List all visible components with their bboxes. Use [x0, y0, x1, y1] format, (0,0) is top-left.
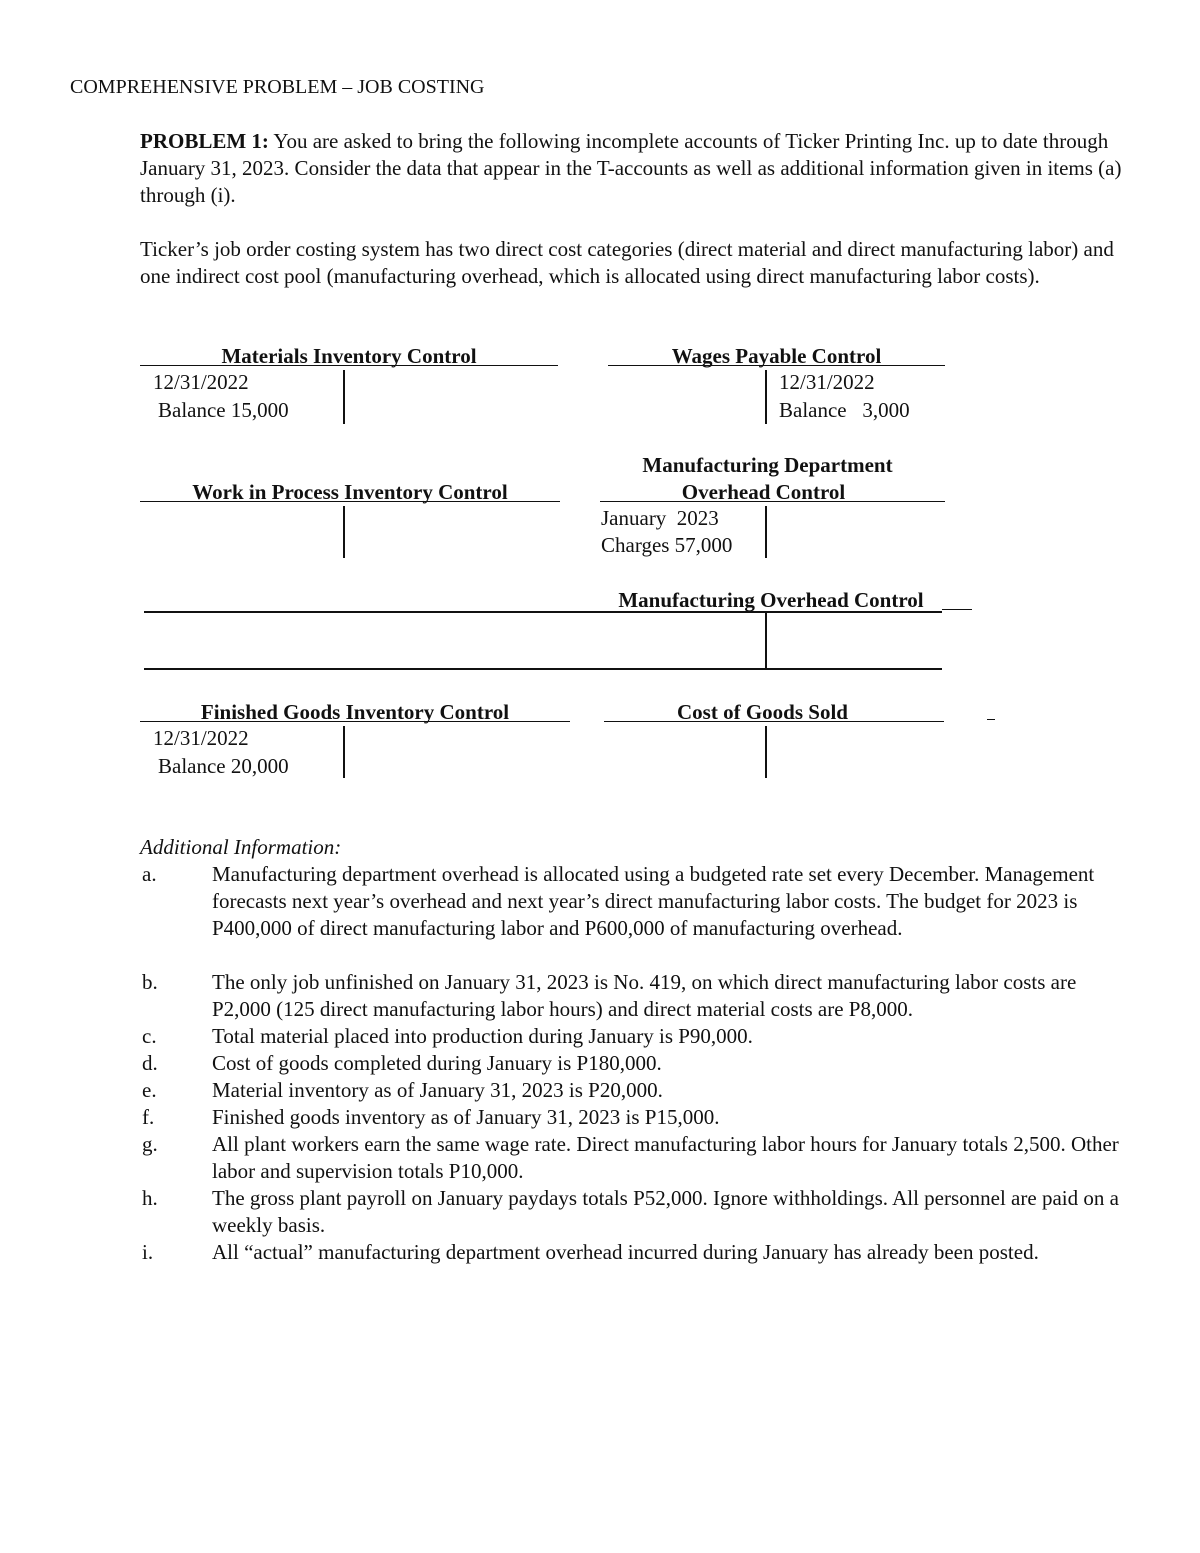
- mdoh-rule: [600, 501, 945, 502]
- list-item-letter: h.: [142, 1186, 158, 1210]
- moh-top-rule: [144, 611, 942, 613]
- wip-title: Work in Process Inventory Control: [192, 480, 508, 504]
- mdoh-charges: Charges 57,000: [601, 533, 733, 557]
- materials-date: 12/31/2022: [153, 370, 249, 394]
- fg-divider: [343, 726, 345, 778]
- list-item-letter: c.: [142, 1024, 157, 1048]
- fg-title: Finished Goods Inventory Control: [200, 700, 510, 724]
- list-item-text: Total material placed into production during January is P90,000.: [212, 1024, 753, 1048]
- list-item-text: All “actual” manufacturing department overhead incurred during January has already been posted.: [212, 1240, 1039, 1264]
- mdoh-title-line1: Manufacturing Department: [642, 453, 893, 477]
- mdoh-title-line2: Overhead Control: [681, 480, 846, 504]
- list-item-text: Cost of goods completed during January is P180,000.: [212, 1051, 662, 1075]
- fg-rule: [140, 721, 570, 722]
- page-title: COMPREHENSIVE PROBLEM – JOB COSTING: [70, 76, 485, 98]
- wages-date: 12/31/2022: [779, 370, 875, 394]
- moh-top-rule-ext: [942, 609, 972, 610]
- additional-info-heading: Additional Information:: [140, 835, 342, 859]
- list-item-text: Finished goods inventory as of January 31, 2023 is P15,000.: [212, 1105, 720, 1129]
- moh-bottom-rule: [144, 668, 942, 670]
- fg-balance: Balance 20,000: [158, 754, 289, 778]
- list-item-letter: g.: [142, 1132, 158, 1156]
- wip-divider: [343, 506, 345, 558]
- fg-date: 12/31/2022: [153, 726, 249, 750]
- list-item-letter: a.: [142, 862, 157, 886]
- list-item-text: The only job unfinished on January 31, 2023 is No. 419, on which direct manufacturing labor costs are P2,000 (125 direct manufacturing labor hours) and direct material costs are P8,000.: [212, 970, 1077, 1021]
- stray-dash: [987, 719, 995, 720]
- mdoh-divider: [765, 506, 767, 558]
- list-item-letter: e.: [142, 1078, 157, 1102]
- list-item-letter: f.: [142, 1105, 155, 1129]
- wages-title: Wages Payable Control: [671, 344, 882, 368]
- cogs-divider: [765, 726, 767, 778]
- list-item-text: Manufacturing department overhead is allocated using a budgeted rate set every December. Management forecasts next year’s overhead and next year’s direct manufacturing labor costs. The budget for 2023 is P400,000 of direct manufacturing labor and P600,000 of manufacturing overhead.: [212, 862, 1095, 940]
- moh-title: Manufacturing Overhead Control: [618, 588, 924, 612]
- materials-balance: Balance 15,000: [158, 398, 289, 422]
- problem-label: PROBLEM 1:: [140, 129, 269, 153]
- problem-statement: [140, 128, 1130, 209]
- list-item-text: The gross plant payroll on January paydays totals P52,000. Ignore withholdings. All personnel are paid on a weekly basis.: [212, 1186, 1119, 1237]
- wages-balance: Balance 3,000: [779, 398, 910, 422]
- wages-divider: [765, 370, 767, 424]
- mdoh-period: January 2023: [601, 506, 719, 530]
- cogs-rule: [604, 721, 944, 722]
- list-item-text: Material inventory as of January 31, 2023 is P20,000.: [212, 1078, 663, 1102]
- list-item-text: All plant workers earn the same wage rate. Direct manufacturing labor hours for January totals 2,500. Other labor and supervision totals P10,000.: [212, 1132, 1119, 1183]
- problem-text: You are asked to bring the following incomplete accounts of Ticker Printing Inc. up to date through January 31, 2023. Consider the data that appear in the T-accounts as well as additional information given in items (a) through (i).: [140, 129, 1122, 207]
- wip-rule: [140, 501, 560, 502]
- wages-rule: [608, 365, 945, 366]
- moh-divider: [765, 613, 767, 668]
- list-item-letter: d.: [142, 1051, 158, 1075]
- materials-divider: [343, 370, 345, 424]
- materials-rule: [140, 365, 558, 366]
- materials-title: Materials Inventory Control: [221, 344, 477, 368]
- problem-paragraph-2: Ticker’s job order costing system has two direct cost categories (direct material and direct manufacturing labor) and one indirect cost pool (manufacturing overhead, which is allocated using direct manufacturing labor costs).: [140, 237, 1114, 288]
- list-item-letter: b.: [142, 970, 158, 994]
- cogs-title: Cost of Goods Sold: [677, 700, 848, 724]
- list-item-letter: i.: [142, 1240, 154, 1264]
